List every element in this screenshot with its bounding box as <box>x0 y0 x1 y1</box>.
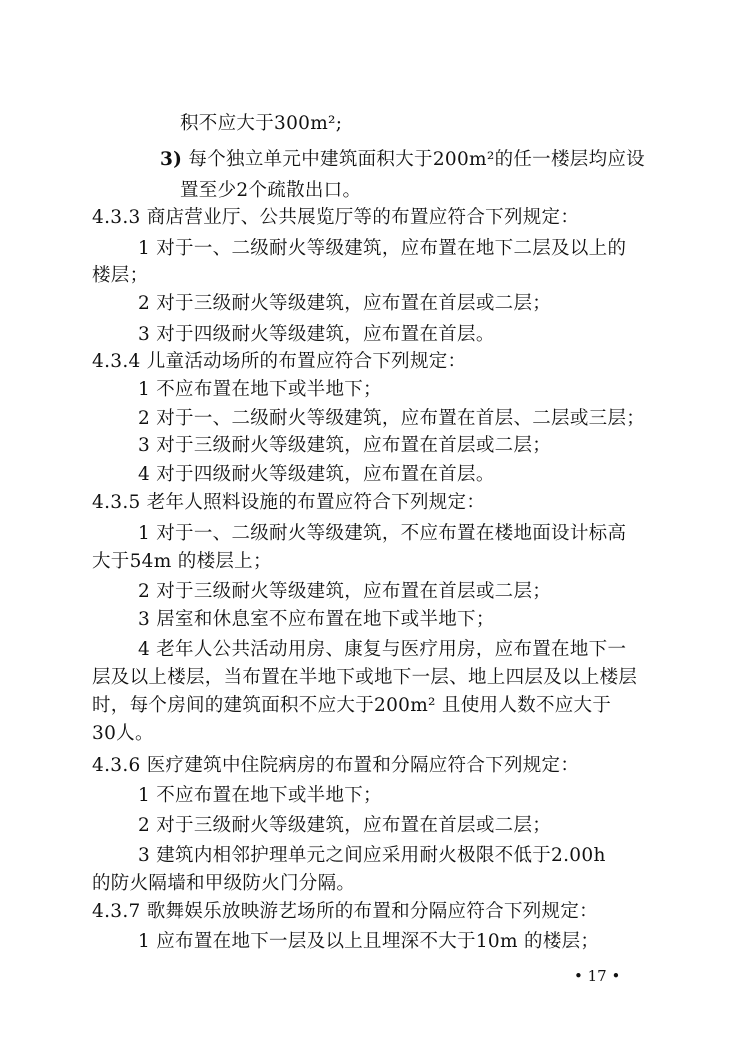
text-line: 层及以上楼层，当布置在半地下或地下一层、地上四层及以上楼层 <box>92 667 638 688</box>
page-number: • 17 • <box>574 967 621 985</box>
clause-item: 1 不应布置在地下或半地下； <box>138 785 382 806</box>
clause-item: 3 对于三级耐火等级建筑，应布置在首层或二层； <box>138 435 552 456</box>
section-heading-4-3-3: 4.3.3 商店营业厅、公共展览厅等的布置应符合下列规定： <box>92 207 580 228</box>
clause-item: 3 建筑内相邻护理单元之间应采用耐火极限不低于2.00h <box>138 845 606 866</box>
text-line: 时，每个房间的建筑面积不应大于200m² 且使用人数不应大于 <box>92 695 612 716</box>
clause-item: 4 对于四级耐火等级建筑，应布置在首层。 <box>138 464 495 485</box>
list-marker: 3) <box>160 149 183 170</box>
clause-item: 1 对于一、二级耐火等级建筑，不应布置在楼地面设计标高 <box>138 523 627 544</box>
section-heading-4-3-4: 4.3.4 儿童活动场所的布置应符合下列规定： <box>92 351 467 372</box>
clause-item: 2 对于三级耐火等级建筑，应布置在首层或二层； <box>138 581 552 602</box>
clause-item: 3 对于四级耐火等级建筑，应布置在首层。 <box>138 324 495 345</box>
text-line: 的防火隔墙和甲级防火门分隔。 <box>92 873 356 894</box>
text-line: 置至少2个疏散出口。 <box>180 180 362 201</box>
clause-item: 4 老年人公共活动用房、康复与医疗用房，应布置在地下一 <box>138 639 627 660</box>
text-line: 楼层； <box>92 265 149 286</box>
text-line: 积不应大于300m²; <box>180 113 343 134</box>
text-line: 大于54m 的楼层上； <box>92 551 272 572</box>
list-item-3: 3) 每个独立单元中建筑面积大于200m²的任一楼层均应设 <box>160 149 645 170</box>
clause-item: 2 对于一、二级耐火等级建筑，应布置在首层、二层或三层； <box>138 408 646 429</box>
clause-item: 2 对于三级耐火等级建筑，应布置在首层或二层； <box>138 293 552 314</box>
section-heading-4-3-5: 4.3.5 老年人照料设施的布置应符合下列规定： <box>92 492 486 513</box>
clause-item: 1 不应布置在地下或半地下； <box>138 379 382 400</box>
text-line: 30人。 <box>92 723 154 744</box>
section-heading-4-3-7: 4.3.7 歌舞娱乐放映游艺场所的布置和分隔应符合下列规定： <box>92 901 598 922</box>
section-heading-4-3-6: 4.3.6 医疗建筑中住院病房的布置和分隔应符合下列规定： <box>92 755 580 776</box>
clause-item: 3 居室和休息室不应布置在地下或半地下； <box>138 609 495 630</box>
clause-item: 2 对于三级耐火等级建筑，应布置在首层或二层； <box>138 815 552 836</box>
clause-item: 1 对于一、二级耐火等级建筑，应布置在地下二层及以上的 <box>138 238 627 259</box>
clause-item: 1 应布置在地下一层及以上且埋深不大于10m 的楼层； <box>138 931 600 952</box>
